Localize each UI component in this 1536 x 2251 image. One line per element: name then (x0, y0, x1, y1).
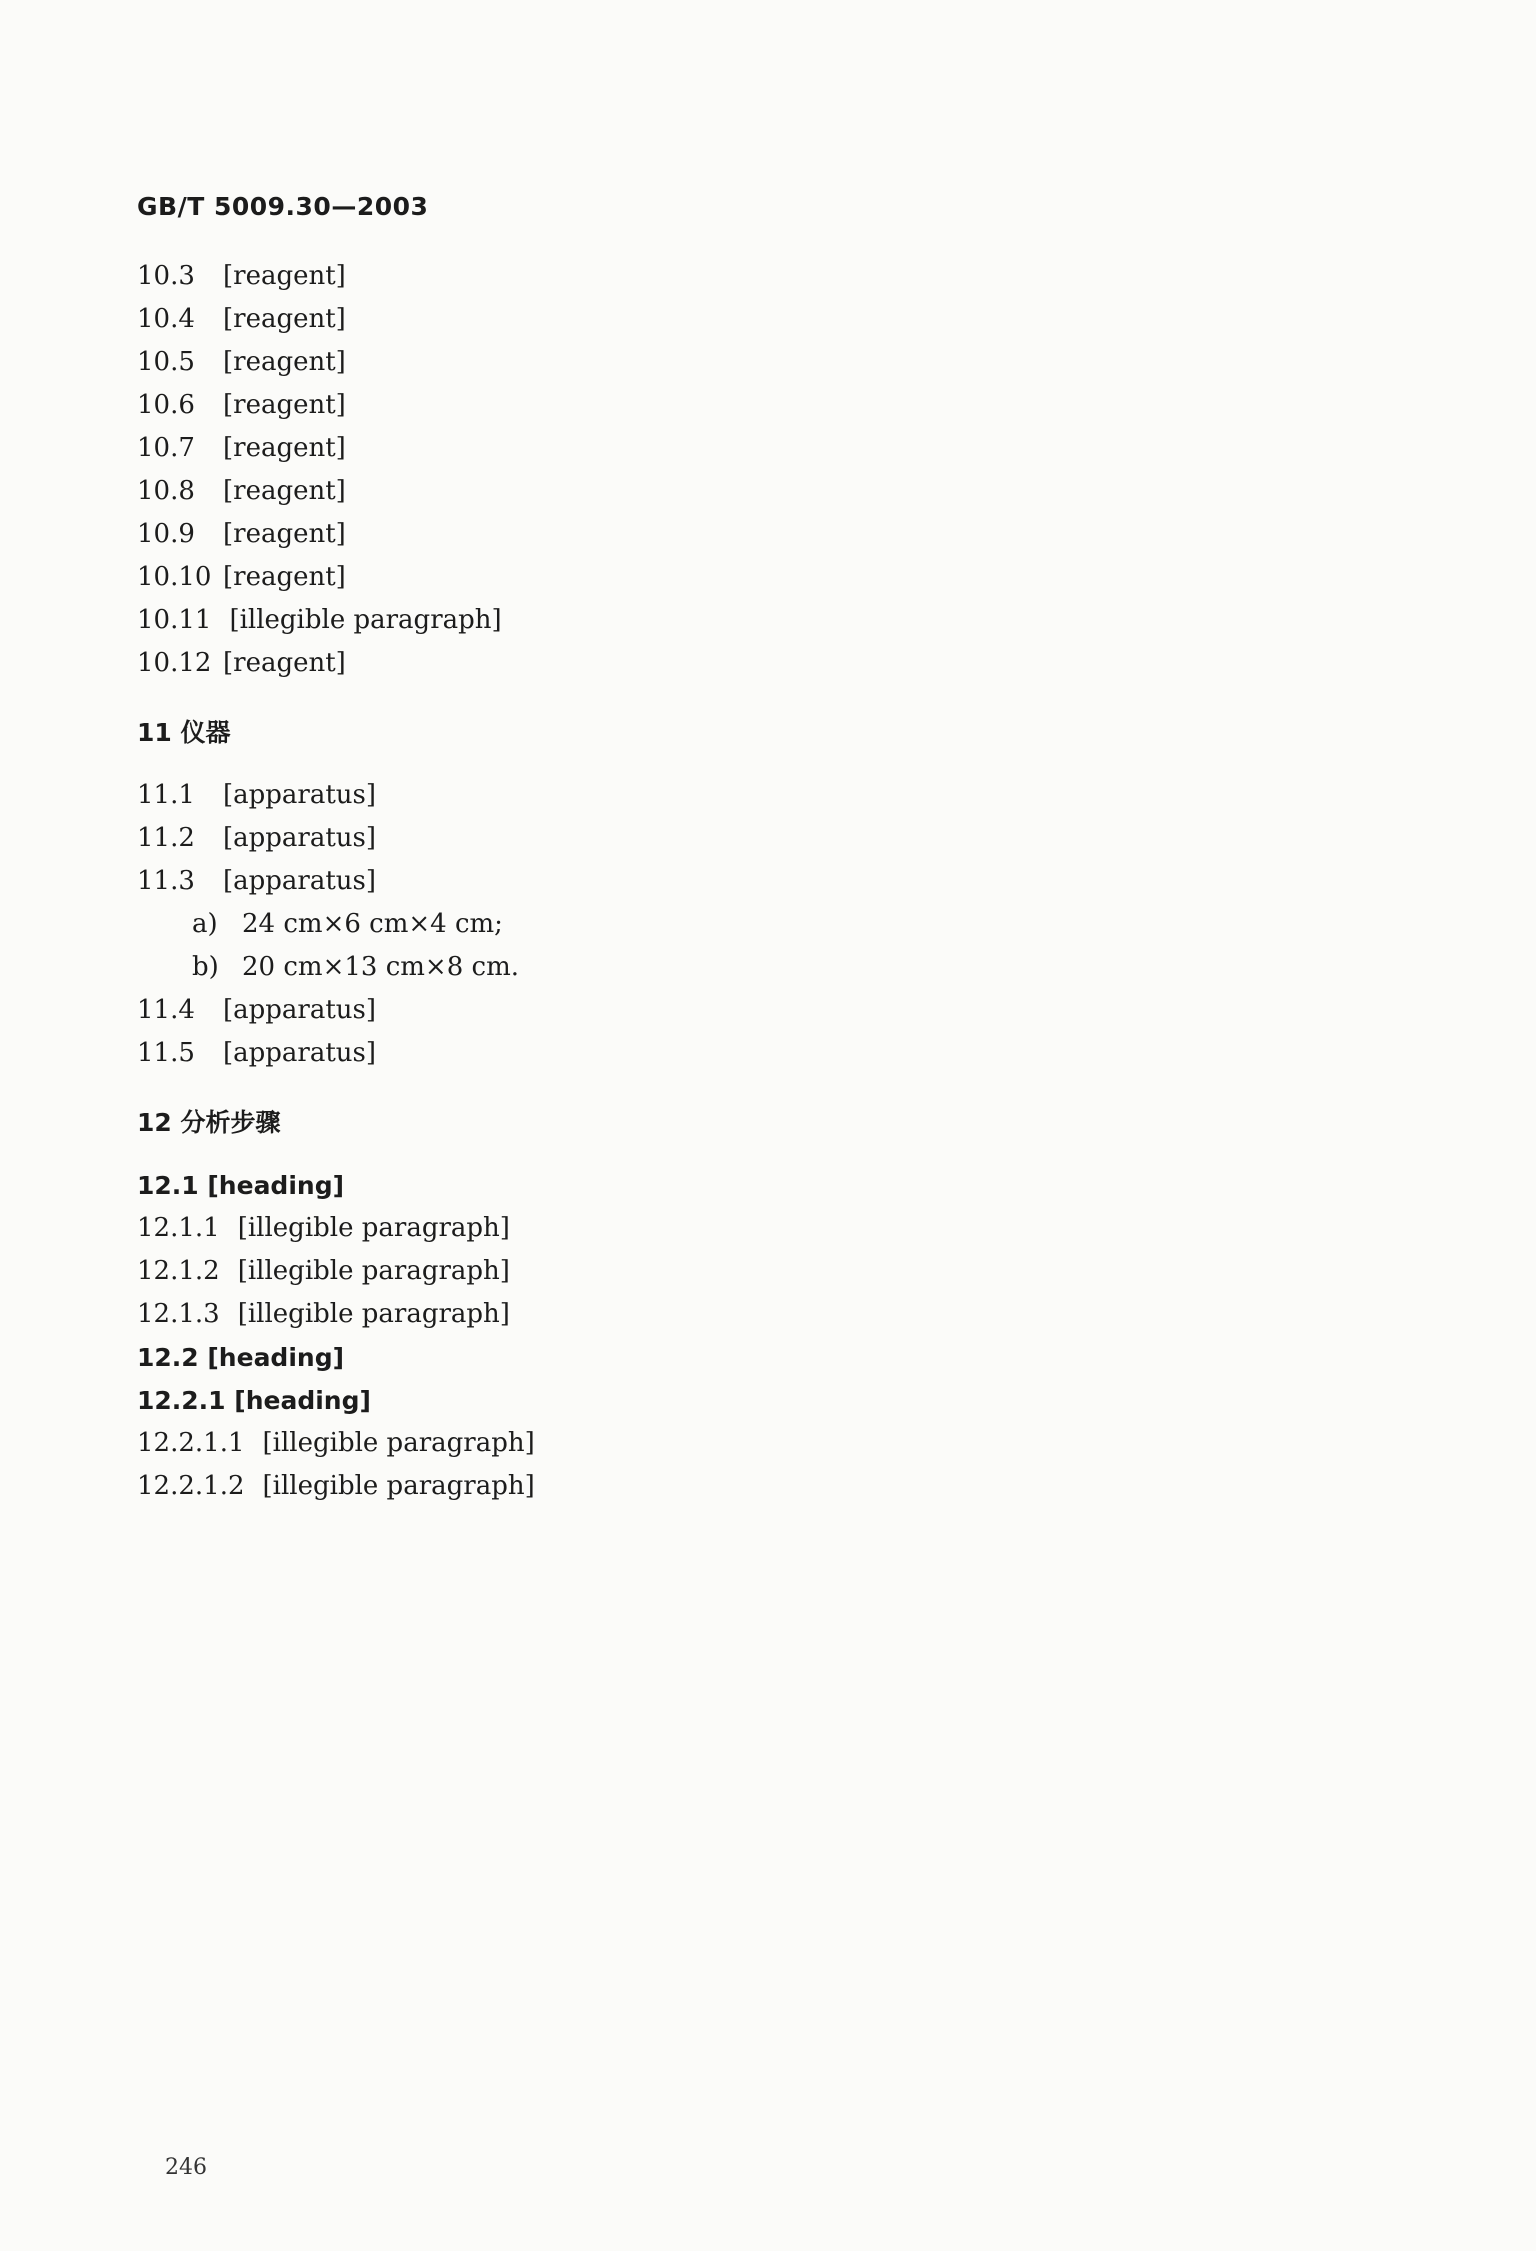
section-heading-12: 12 分析步骤 (137, 1108, 281, 1137)
item-text: [reagent] (223, 261, 346, 291)
item-number: 12.1.3 (137, 1299, 220, 1329)
item-number: 11.4 (137, 995, 195, 1025)
item-text: [reagent] (223, 347, 346, 377)
list-item (137, 470, 1437, 513)
item-text: [reagent] (223, 562, 346, 592)
paragraph-text: [illegible paragraph] (262, 1428, 535, 1458)
list-item (137, 341, 1437, 384)
paragraph-12-1-1 (137, 1207, 1437, 1250)
paragraph-10-11 (137, 599, 1437, 642)
item-text: [apparatus] (223, 823, 377, 853)
list-item (137, 556, 1437, 599)
list-item (137, 513, 1437, 556)
item-text: [reagent] (223, 476, 346, 506)
item-number: 12.1.2 (137, 1256, 220, 1286)
page-number: 246 (165, 2155, 207, 2180)
paragraph-text: [illegible paragraph] (237, 1299, 510, 1329)
sub-list-item (137, 946, 1437, 989)
item-number: 12.2.1.1 (137, 1428, 245, 1458)
sub-list-item (137, 903, 1437, 946)
section-heading-11: 11 仪器 (137, 718, 231, 747)
subsection-heading-12-2: 12.2 [heading] (137, 1343, 345, 1372)
item-text: [apparatus] (223, 1038, 377, 1068)
item-text: [reagent] (223, 304, 346, 334)
item-number: 10.5 (137, 347, 195, 377)
item-number: 10.10 (137, 562, 212, 592)
item-number: 11.3 (137, 866, 195, 896)
item-text: [reagent] (223, 648, 346, 678)
paragraph-text: [illegible paragraph] (237, 1256, 510, 1286)
paragraph-12-2-1-2 (137, 1465, 1437, 1508)
paragraph-12-1-2 (137, 1250, 1437, 1293)
item-number: 10.11 (137, 605, 212, 635)
item-number: 11.2 (137, 823, 195, 853)
subsection-heading-12-1: 12.1 [heading] (137, 1171, 345, 1200)
item-number: 12.2.1.2 (137, 1471, 245, 1501)
list-item (137, 860, 1437, 903)
item-text: [apparatus] (223, 780, 377, 810)
list-item (137, 989, 1437, 1032)
item-number: 11.1 (137, 780, 195, 810)
list-item (137, 1032, 1437, 1075)
list-item (137, 255, 1437, 298)
item-number: 10.3 (137, 261, 195, 291)
item-number: 11.5 (137, 1038, 195, 1068)
item-text: [reagent] (223, 519, 346, 549)
item-number: 10.9 (137, 519, 195, 549)
paragraph-text: [illegible paragraph] (262, 1471, 535, 1501)
list-item (137, 298, 1437, 341)
sub-item-text: 20 cm×13 cm×8 cm. (242, 952, 519, 982)
list-item (137, 642, 1437, 685)
document-body (137, 255, 1437, 1508)
item-number: 10.12 (137, 648, 212, 678)
subsection-heading-12-2-1: 12.2.1 [heading] (137, 1386, 371, 1415)
sub-item-text: 24 cm×6 cm×4 cm; (242, 909, 503, 939)
list-item (137, 817, 1437, 860)
item-text: [apparatus] (223, 995, 377, 1025)
list-item (137, 427, 1437, 470)
paragraph-text: [illegible paragraph] (229, 605, 502, 635)
sub-item-label: a) (192, 909, 218, 939)
list-item (137, 774, 1437, 817)
item-number: 10.7 (137, 433, 195, 463)
item-number: 10.8 (137, 476, 195, 506)
item-number: 10.4 (137, 304, 195, 334)
item-number: 12.1.1 (137, 1213, 220, 1243)
paragraph-12-1-3 (137, 1293, 1437, 1336)
paragraph-12-2-1-1 (137, 1422, 1437, 1465)
item-number: 10.6 (137, 390, 195, 420)
paragraph-text: [illegible paragraph] (237, 1213, 510, 1243)
document-code: GB/T 5009.30—2003 (137, 192, 429, 221)
item-text: [reagent] (223, 390, 346, 420)
item-text: [apparatus] (223, 866, 377, 896)
list-item (137, 384, 1437, 427)
sub-item-label: b) (192, 952, 219, 982)
item-text: [reagent] (223, 433, 346, 463)
